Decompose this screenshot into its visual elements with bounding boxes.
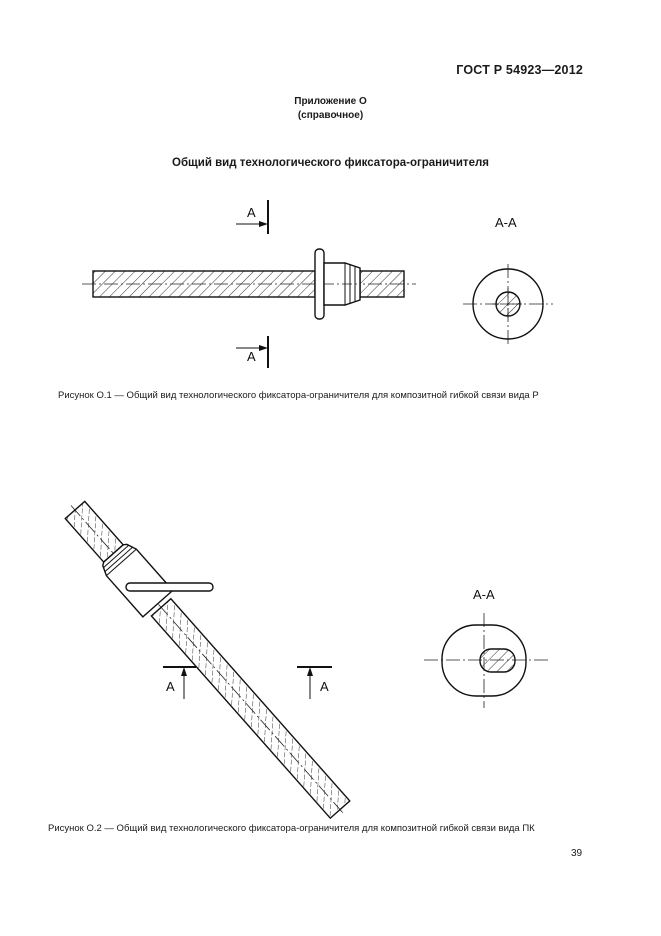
document-title: Общий вид технологического фиксатора-ограничителя — [172, 157, 489, 169]
page-number: 39 — [571, 848, 583, 859]
section-view-title-1: А-А — [495, 215, 517, 230]
appendix-title: Приложение О — [294, 96, 367, 107]
rod-section-2 — [480, 649, 515, 672]
section-label-top: А — [247, 205, 256, 220]
section-label-bottom: А — [247, 349, 256, 364]
clamp-flange-2 — [126, 583, 213, 591]
figure2-caption: Рисунок О.2 — Общий вид технологического фиксатора-ограничителя для композитной гибкой связи вида ПК — [48, 823, 535, 834]
section-view-title-2: А-А — [473, 587, 495, 602]
standard-code: ГОСТ Р 54923—2012 — [456, 63, 583, 77]
section-label-left: А — [166, 679, 175, 694]
composite-rod-2-lower — [151, 599, 349, 818]
figure1-caption: Рисунок О.1 — Общий вид технологического фиксатора-ограничителя для композитной гибкой связи вида Р — [58, 390, 539, 401]
appendix-subtitle: (справочное) — [297, 110, 364, 121]
section-label-right: А — [320, 679, 329, 694]
